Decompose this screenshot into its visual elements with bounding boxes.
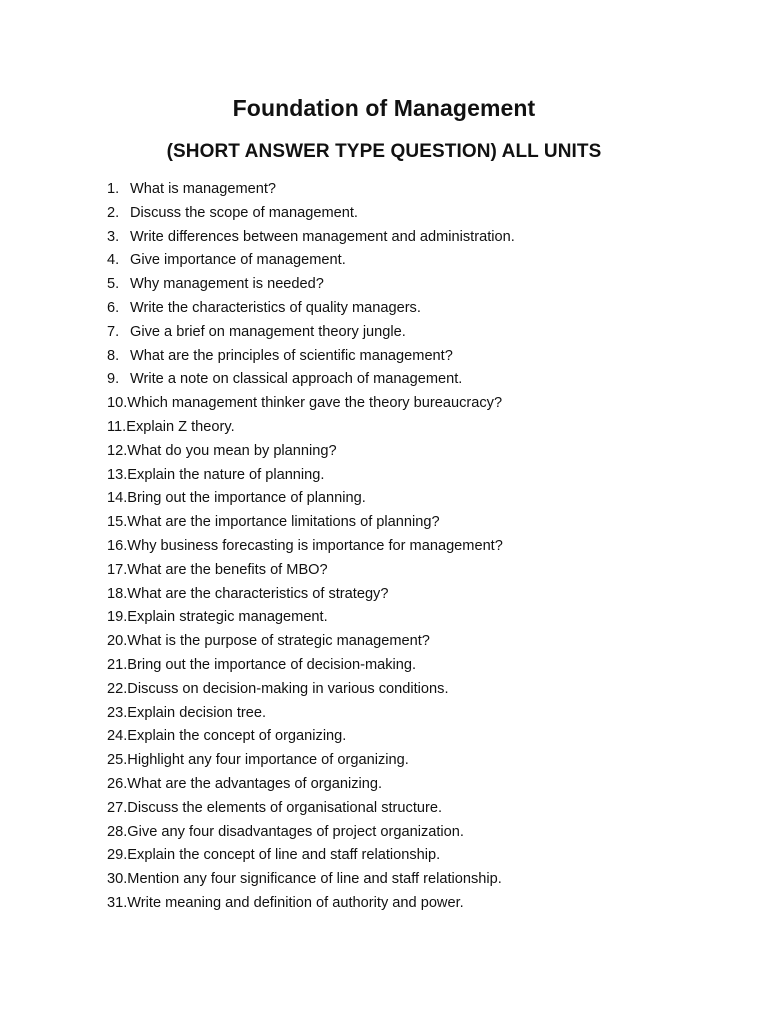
question-number: 10.	[107, 395, 128, 412]
document-subtitle: (SHORT ANSWER TYPE QUESTION) ALL UNITS	[166, 141, 602, 162]
question-item	[107, 821, 515, 845]
question-text: Discuss on decision-making in various conditions.	[127, 680, 449, 697]
question-item	[107, 249, 515, 273]
question-item	[107, 630, 515, 654]
question-text: Write differences between management and administration.	[130, 228, 515, 245]
question-item	[107, 654, 515, 678]
question-text: Bring out the importance of decision-making.	[127, 656, 417, 673]
question-item	[107, 368, 515, 392]
question-number: 13.	[107, 466, 128, 483]
question-item	[107, 868, 515, 892]
question-item	[107, 511, 515, 535]
question-number: 6.	[107, 299, 120, 316]
question-text: Write a note on classical approach of management.	[130, 371, 463, 388]
question-number: 12.	[107, 442, 128, 459]
question-item	[107, 559, 515, 583]
question-number: 19.	[107, 609, 128, 626]
question-number: 11.	[107, 418, 127, 435]
question-number: 24.	[107, 728, 128, 745]
question-text: What is management?	[130, 181, 277, 197]
question-number: 5.	[107, 276, 120, 293]
question-number: 23.	[107, 704, 128, 721]
document-title: Foundation of Management	[232, 95, 536, 121]
question-item	[107, 702, 515, 726]
question-number: 18.	[107, 585, 128, 602]
question-item	[107, 392, 515, 416]
question-item	[107, 345, 515, 369]
question-number: 22.	[107, 680, 128, 697]
question-item	[107, 297, 515, 321]
question-number: 30.	[107, 871, 128, 888]
question-number: 8.	[107, 347, 120, 364]
question-text: Explain strategic management.	[127, 609, 328, 626]
question-text: Mention any four significance of line and staff relationship.	[127, 871, 502, 888]
question-item	[107, 226, 515, 250]
question-number: 21.	[107, 656, 128, 673]
question-number: 28.	[107, 823, 128, 840]
question-number: 26.	[107, 775, 128, 792]
question-text: Why management is needed?	[130, 276, 324, 293]
question-text: What are the characteristics of strategy?	[127, 585, 389, 602]
question-text: Why business forecasting is importance for management?	[127, 537, 503, 554]
question-text: What are the benefits of MBO?	[127, 561, 328, 578]
question-text: What do you mean by planning?	[127, 442, 337, 459]
question-item	[107, 202, 515, 226]
question-number: 17.	[107, 561, 128, 578]
question-text: Which management thinker gave the theory bureaucracy?	[127, 395, 503, 412]
question-item	[107, 273, 515, 297]
question-number: 2.	[107, 204, 120, 221]
question-number: 14.	[107, 490, 128, 507]
question-item	[107, 892, 515, 916]
question-text: Write the characteristics of quality managers.	[130, 299, 421, 316]
question-number: 15.	[107, 514, 128, 531]
question-text: Explain the nature of planning.	[127, 466, 325, 483]
question-number: 27.	[107, 799, 128, 816]
question-text: Explain Z theory.	[126, 418, 235, 435]
question-item	[107, 844, 515, 868]
question-item	[107, 749, 515, 773]
question-number: 9.	[107, 371, 120, 388]
question-text: Explain the concept of line and staff relationship.	[127, 847, 441, 864]
question-text: What are the principles of scientific management?	[130, 347, 453, 364]
question-item	[107, 606, 515, 630]
question-item	[107, 440, 515, 464]
question-number: 29.	[107, 847, 128, 864]
question-text: Give any four disadvantages of project organization.	[127, 823, 464, 840]
question-text: Bring out the importance of planning.	[127, 490, 366, 507]
question-number: 7.	[107, 323, 120, 340]
question-text: Discuss the elements of organisational structure.	[127, 799, 443, 816]
question-item	[107, 416, 515, 440]
question-number: 4.	[107, 252, 120, 269]
question-number: 25.	[107, 752, 128, 769]
question-text: What are the advantages of organizing.	[127, 775, 383, 792]
question-item	[107, 321, 515, 345]
question-text: What are the importance limitations of planning?	[127, 514, 440, 531]
question-item	[107, 725, 515, 749]
question-text: Explain decision tree.	[127, 704, 267, 721]
question-item	[107, 773, 515, 797]
question-item	[107, 797, 515, 821]
question-text: Discuss the scope of management.	[130, 204, 358, 221]
question-number: 20.	[107, 633, 128, 650]
question-number: 31.	[107, 894, 128, 911]
question-item	[107, 583, 515, 607]
question-item	[107, 678, 515, 702]
question-item	[107, 178, 515, 202]
question-item	[107, 535, 515, 559]
question-number: 3.	[107, 228, 120, 245]
question-item	[107, 487, 515, 511]
question-text: Highlight any four importance of organizing.	[127, 752, 409, 769]
question-text: What is the purpose of strategic management?	[127, 633, 430, 650]
question-number: 16.	[107, 537, 128, 554]
question-number: 1.	[107, 181, 120, 197]
question-text: Give importance of management.	[130, 252, 346, 269]
question-text: Give a brief on management theory jungle.	[130, 323, 406, 340]
question-text: Explain the concept of organizing.	[127, 728, 347, 745]
question-item	[107, 464, 515, 488]
question-list	[107, 178, 515, 916]
question-text: Write meaning and definition of authority and power.	[127, 894, 464, 911]
